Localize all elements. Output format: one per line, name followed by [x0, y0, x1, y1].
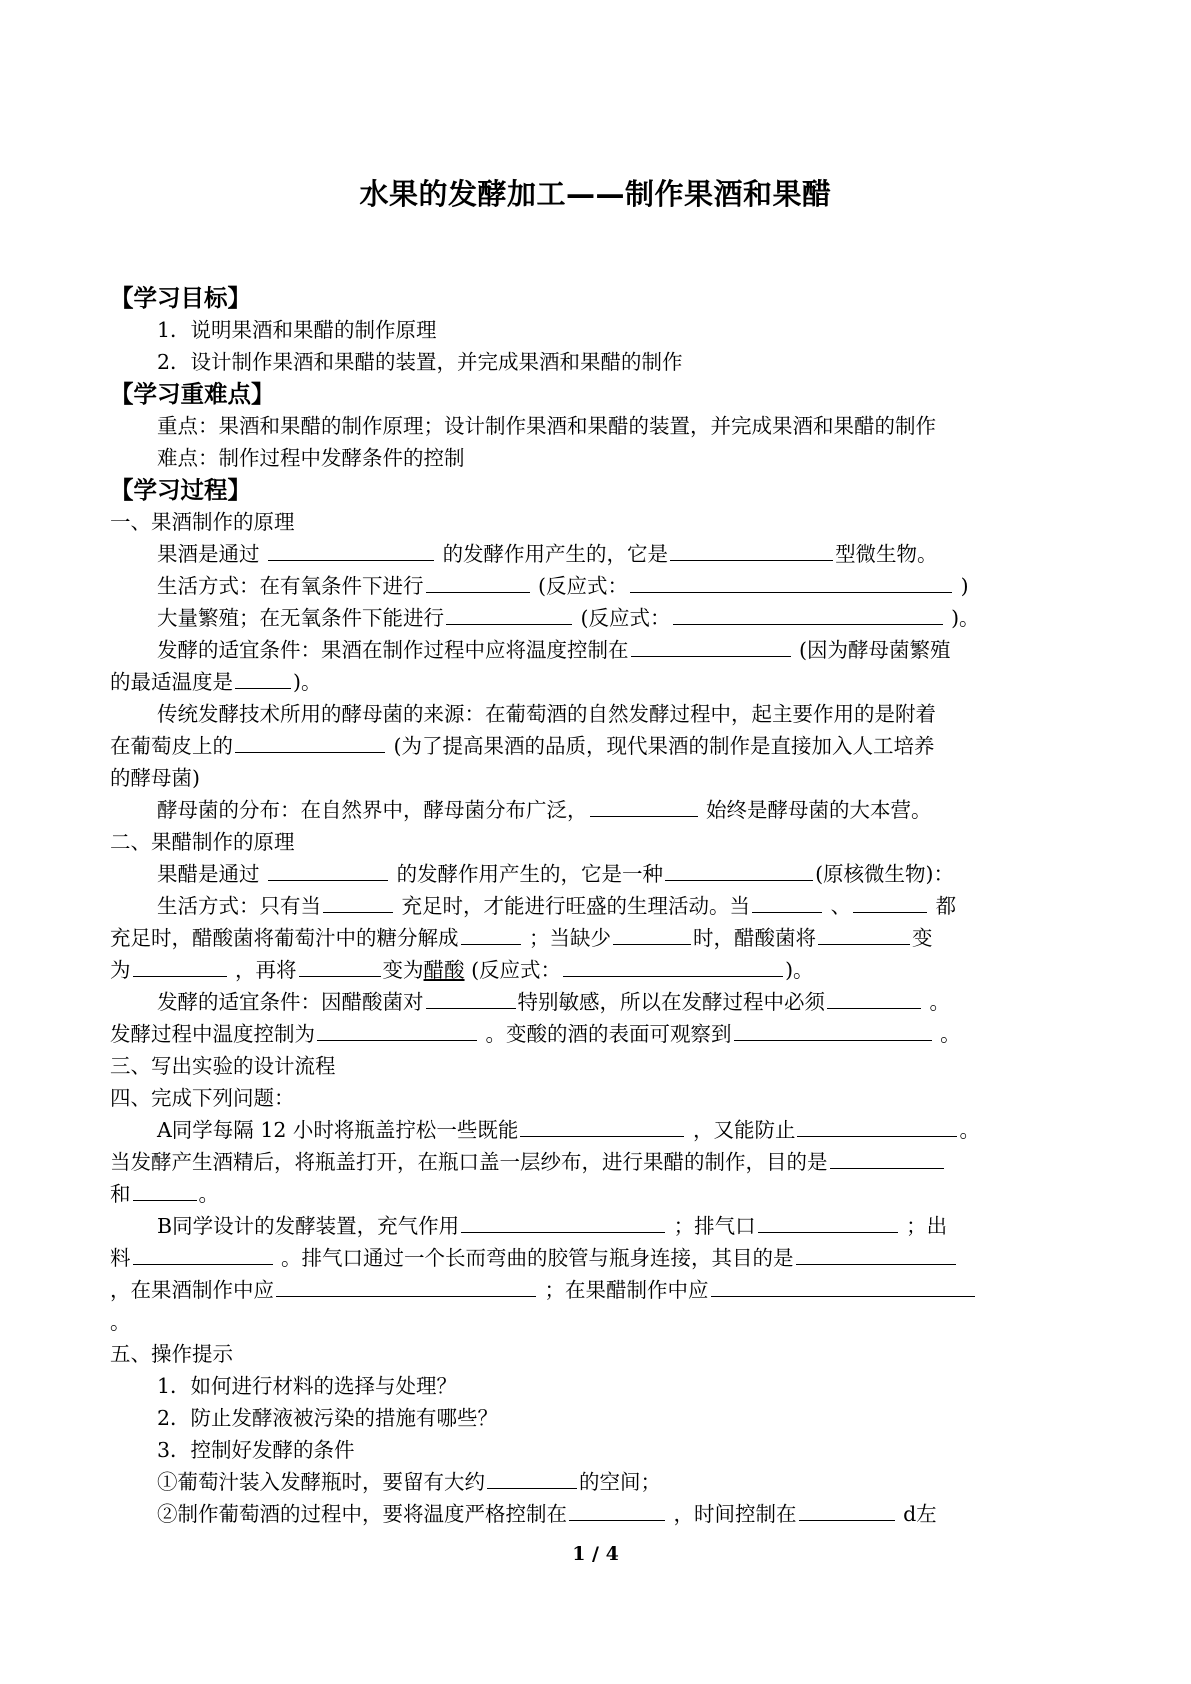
list-item: 3．控制好发酵的条件 [157, 1438, 355, 1462]
fill-blank[interactable] [711, 1275, 975, 1297]
fill-blank[interactable] [446, 603, 572, 625]
fill-blank[interactable] [569, 1499, 665, 1521]
paragraph-line: 在葡萄皮上的 (为了提高果酒的品质，现代果酒的制作是直接加入人工培养 [110, 730, 1085, 762]
document-body [110, 282, 1085, 1530]
fill-blank[interactable] [613, 923, 691, 945]
fill-blank[interactable] [818, 923, 910, 945]
paragraph-line: 发酵过程中温度控制为 。变酸的酒的表面可观察到 。 [110, 1018, 1085, 1050]
fill-blank[interactable] [590, 795, 698, 817]
paragraph-line: 大量繁殖；在无氧条件下能进行 (反应式： )。 [110, 602, 1085, 634]
fill-blank[interactable] [853, 891, 927, 913]
fill-blank[interactable] [796, 1243, 956, 1265]
fill-blank[interactable] [299, 955, 381, 977]
fill-blank[interactable] [758, 1211, 898, 1233]
fill-blank[interactable] [630, 571, 952, 593]
fill-blank[interactable] [520, 1115, 684, 1137]
paragraph-line: 。 [110, 1310, 131, 1334]
fill-blank[interactable] [734, 1019, 932, 1041]
paragraph-line: ②制作葡萄酒的过程中，要将温度严格控制在 ，时间控制在 d左 [110, 1498, 1085, 1530]
fill-blank[interactable] [487, 1467, 577, 1489]
keypoints-heading: 【学习重难点】 [110, 380, 275, 408]
fill-blank[interactable] [426, 571, 530, 593]
section-4-title: 四、完成下列问题： [110, 1086, 295, 1110]
fill-blank[interactable] [133, 1243, 273, 1265]
fill-blank[interactable] [752, 891, 822, 913]
keypoint-focus: 重点：果酒和果醋的制作原理；设计制作果酒和果醋的装置，并完成果酒和果醋的制作 [157, 414, 936, 438]
fill-blank[interactable] [133, 1179, 197, 1201]
objective-item: 2．设计制作果酒和果醋的装置，并完成果酒和果醋的制作 [157, 350, 683, 374]
fill-blank[interactable] [797, 1115, 957, 1137]
section-5-title: 五、操作提示 [110, 1342, 233, 1366]
paragraph-line: 生活方式：只有当 充足时，才能进行旺盛的生理活动。当 、 都 [110, 890, 1085, 922]
paragraph-line: 果醋是通过 的发酵作用产生的，它是一种 (原核微生物)： [110, 858, 1085, 890]
fill-blank[interactable] [268, 859, 388, 881]
section-2-title: 二、果醋制作的原理 [110, 830, 295, 854]
paragraph-line: 料 。排气口通过一个长而弯曲的胶管与瓶身连接，其目的是 [110, 1242, 1085, 1274]
fill-blank[interactable] [670, 539, 833, 561]
paragraph-line: 的酵母菌) [110, 766, 200, 790]
fill-blank[interactable] [426, 987, 516, 1009]
fill-blank[interactable] [317, 1019, 477, 1041]
fill-blank[interactable] [563, 955, 783, 977]
paragraph-line: ，在果酒制作中应 ；在果醋制作中应 [110, 1274, 1085, 1306]
paragraph-line: 酵母菌的分布：在自然界中，酵母菌分布广泛， 始终是酵母菌的大本营。 [110, 794, 1085, 826]
list-item: 2．防止发酵液被污染的措施有哪些？ [157, 1406, 499, 1430]
paragraph-line: 充足时，醋酸菌将葡萄汁中的糖分解成 ；当缺少 时，醋酸菌将 变 [110, 922, 1085, 954]
fill-blank[interactable] [830, 1147, 944, 1169]
fill-blank[interactable] [461, 1211, 665, 1233]
paragraph-line: 果酒是通过 的发酵作用产生的，它是 型微生物。 [110, 538, 1085, 570]
fill-blank[interactable] [235, 667, 291, 689]
paragraph-line: ①葡萄汁装入发酵瓶时，要留有大约 的空间； [110, 1466, 1085, 1498]
process-heading: 【学习过程】 [110, 476, 251, 504]
paragraph-line: 为 ，再将 变为醋酸 (反应式： )。 [110, 954, 1085, 986]
paragraph-line: 发酵的适宜条件：因醋酸菌对 特别敏感，所以在发酵过程中必须 。 [110, 986, 1085, 1018]
fill-blank[interactable] [799, 1499, 895, 1521]
keypoint-difficulty: 难点：制作过程中发酵条件的控制 [157, 446, 465, 470]
section-3-title: 三、写出实验的设计流程 [110, 1054, 336, 1078]
objective-item: 1．说明果酒和果醋的制作原理 [157, 318, 437, 342]
fill-blank[interactable] [673, 603, 943, 625]
fill-blank[interactable] [133, 955, 227, 977]
paragraph-line: 生活方式：在有氧条件下进行 (反应式： ) [110, 570, 1085, 602]
page-number: 1 / 4 [572, 1543, 619, 1565]
fill-blank[interactable] [827, 987, 921, 1009]
fill-blank[interactable] [268, 539, 434, 561]
section-1-title: 一、果酒制作的原理 [110, 510, 295, 534]
paragraph-line: 的最适温度是 )。 [110, 666, 1085, 698]
list-item: 1．如何进行材料的选择与处理？ [157, 1374, 458, 1398]
fill-blank[interactable] [323, 891, 393, 913]
paragraph-line: A同学每隔 12 小时将瓶盖拧松一些既能 ，又能防止 。 [110, 1114, 1085, 1146]
paragraph-line: 当发酵产生酒精后，将瓶盖打开，在瓶口盖一层纱布，进行果醋的制作，目的是 [110, 1146, 1085, 1178]
paragraph-line: 和 。 [110, 1178, 1085, 1210]
document-title: 水果的发酵加工——制作果酒和果醋 [359, 177, 832, 211]
fill-blank[interactable] [665, 859, 813, 881]
fill-blank[interactable] [235, 731, 385, 753]
fill-blank[interactable] [276, 1275, 536, 1297]
fill-blank[interactable] [631, 635, 791, 657]
paragraph-line: B同学设计的发酵装置，充气作用 ；排气口 ；出 [110, 1210, 1085, 1242]
paragraph-line: 传统发酵技术所用的酵母菌的来源：在葡萄酒的自然发酵过程中，起主要作用的是附着 [157, 702, 936, 726]
paragraph-line: 发酵的适宜条件：果酒在制作过程中应将温度控制在 (因为酵母菌繁殖 [110, 634, 1085, 666]
fill-blank[interactable] [461, 923, 521, 945]
objectives-heading: 【学习目标】 [110, 284, 251, 312]
